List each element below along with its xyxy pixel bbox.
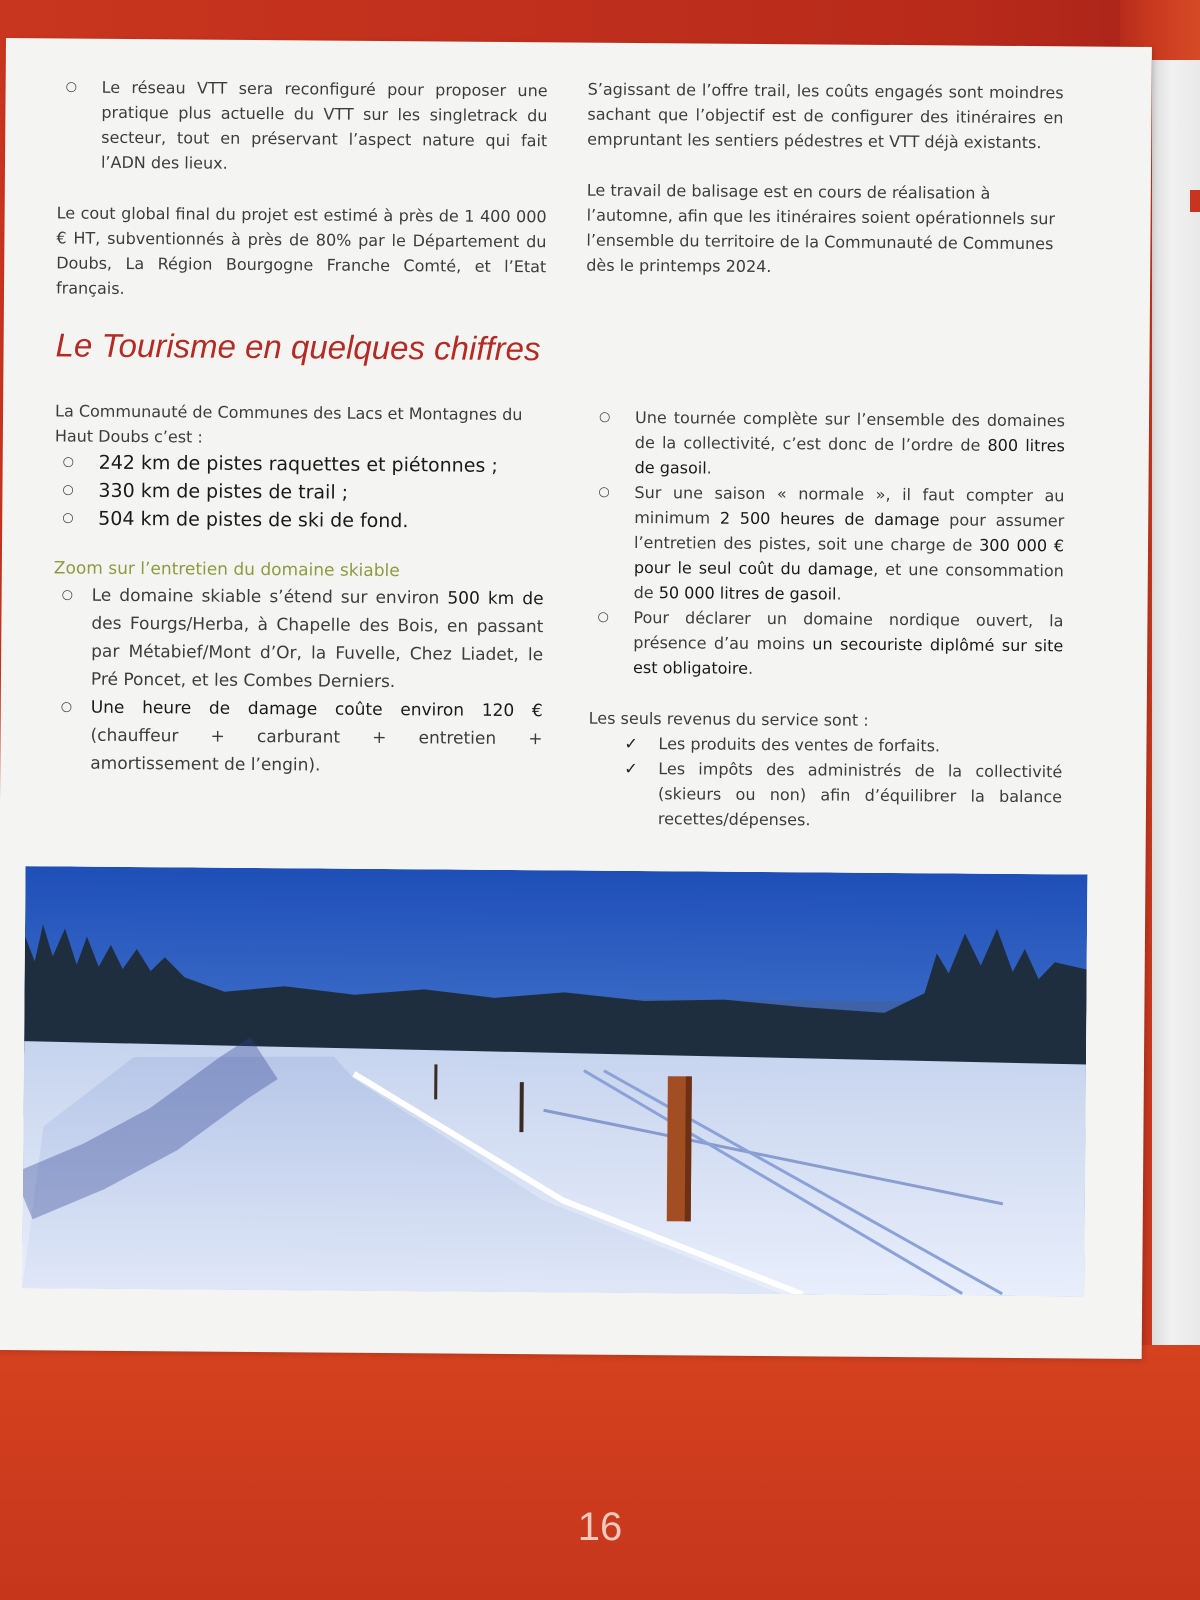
next-page-edge [1152,60,1200,1350]
nordic-text: Pour déclarer un domaine nordique ouvert, la présence d’au moins [633,607,1064,654]
stat-item [54,504,544,536]
domain-text: Le domaine skiable s’étend sur environ [91,585,448,609]
cost-paragraph: Le cout global final du projet est estimé à près de 1 400 000 € HT, subventionnés à près de 80% par le Département du Doubs, La Région Bourgogne Franche Comté, et l’Etat français. [55,203,547,298]
domain-text-end: des Fourgs/Herba, à Chapelle des Bois, en passant par Métabief/Mont d’Or, la Fuvelle, Chez Liadet, le Pré Poncet, et les Combes Derniers. [90,613,544,693]
season-bullet [590,480,1065,609]
stat-text: de pistes raquettes et piétonnes ; [170,452,498,477]
nordic-highlight: un secouriste diplômé sur site est obligatoire [633,634,1064,678]
zoom-heading: Zoom sur l’entretien du domaine skiable [53,558,400,582]
brochure-page [0,38,1152,1359]
tour-bullet [591,405,1066,484]
stat-value: 330 km [98,479,171,503]
domain-bullet [53,581,544,697]
revenue-item: ✓ Les impôts des administrés de la collectivité (skieurs ou non) afin d’équilibrer la balance recettes/dépenses. [588,756,1063,835]
balisage-paragraph: Le travail de balisage est en cours de réalisation à l’automne, afin que les itinéraires soient opérationnels sur l’ensemble du territoire de la Communauté de Communes dès le printemps 2024. [586,180,1056,277]
next-page-red-mark [1190,190,1200,212]
season-hours: 2 500 heures de damage [719,508,940,530]
stat-item [55,448,545,480]
left-top-column [56,74,548,304]
revenue-item: ✓ Les produits des ventes de forfaits. [588,731,1062,760]
footer-red-band [0,1345,1200,1600]
hour-cost-detail: (chauffeur + carburant + entretien + amortissement de l’engin). [90,725,543,776]
season-text-3: , et une consommation de [633,559,1064,603]
left-stats-column [52,398,545,781]
trail-paragraph: S’agissant de l’offre trail, les coûts engagés sont moindres sachant que l’objectif est de configurer des itinéraires en empruntant les sentiers pédestres et VTT déjà existants. [587,79,1064,153]
snow-landscape-illustration [22,866,1087,1296]
right-top-column [586,77,1064,282]
section-title: Le Tourisme en quelques chiffres [55,326,541,368]
vtt-bullet: ○ Le réseau VTT sera reconfiguré pour proposer une pratique plus actuelle du VTT sur les singletrack du secteur, tout en préservant l’aspect nature qui fait l’ADN des lieux. [57,74,548,178]
tour-text: Une tournée complète sur l’ensemble des domaines de la collectivité, c’est donc de l’ordre de [634,407,1066,455]
season-cost: 300 000 € pour le seul coût du damage [633,535,1065,579]
stat-item [54,476,544,508]
page-number: 16 [577,1505,623,1549]
season-text: Sur une saison « normale », il faut compter au minimum [634,482,1065,528]
hour-cost-highlight: Une heure de damage coûte environ 120 € [90,697,543,722]
tour-highlight: 800 litres de gasoil [634,435,1065,478]
stat-value: 504 km [98,507,171,531]
season-gasoil: 50 000 litres de gasoil [658,583,837,604]
stat-value: 242 km [98,451,171,475]
season-text-2: pour assumer l’entretien des pistes, soit une charge de [633,510,1065,555]
tour-end: . [706,458,712,478]
revenue-intro: Les seuls revenus du service sont : [588,708,869,730]
stat-text: de pistes de trail ; [170,480,349,504]
season-end: . [836,584,842,604]
domain-km: 500 km de [447,588,544,610]
stat-text: de pistes de ski de fond. [169,508,409,533]
hour-cost-bullet [52,693,543,781]
nordic-bullet [589,605,1064,684]
snow-landscape-photo [22,866,1087,1296]
right-stats-column [588,405,1065,835]
nordic-end: . [747,658,754,678]
intro-paragraph: La Communauté de Communes des Lacs et Montagnes du Haut Doubs c’est : [54,401,523,447]
